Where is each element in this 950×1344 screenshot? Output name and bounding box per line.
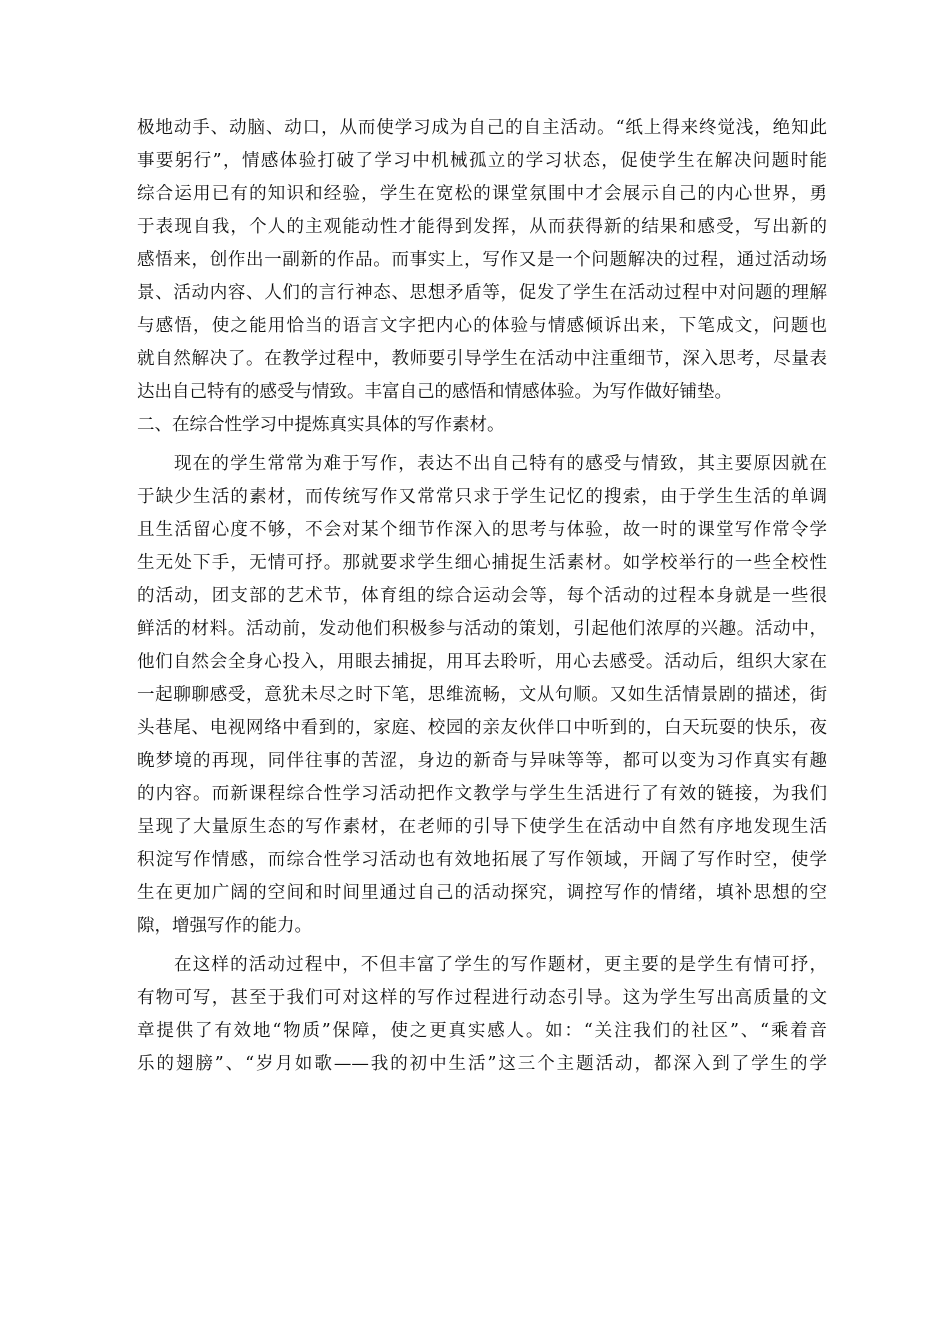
text-line: 鲜活的材料。活动前，发动他们积极参与活动的策划，引起他们浓厚的兴趣。活动中， [137, 619, 827, 639]
text-line: 一起聊聊感受，意犹未尽之时下笔，思维流畅，文从句顺。又如生活情景剧的描述，街 [137, 685, 827, 705]
text-line: 于表现自我，个人的主观能动性才能得到发挥，从而获得新的结果和感受，写出新的 [137, 217, 827, 237]
text-line: 综合运用已有的知识和经验，学生在宽松的课堂氛围中才会展示自己的内心世界，勇 [137, 184, 827, 204]
text-line: 现在的学生常常为难于写作，表达不出自己特有的感受与情致，其主要原因就在 [174, 454, 827, 474]
text-line: 且生活留心度不够，不会对某个细节作深入的思考与体验，故一时的课堂写作常令学 [137, 520, 827, 540]
document-page [137, 112, 827, 1081]
paragraph-material [137, 448, 827, 943]
text-line: 头巷尾、电视网络中看到的，家庭、校园的亲友伙伴口中听到的，白天玩耍的快乐，夜 [137, 718, 827, 738]
paragraph-continuation [137, 112, 827, 409]
text-line: 感悟来，创作出一副新的作品。而事实上，写作又是一个问题解决的过程，通过活动场 [137, 250, 827, 270]
text-line: 章提供了有效地“物质”保障，使之更真实感人。如：“关注我们的社区”、“乘着音 [137, 1021, 827, 1041]
section-heading [137, 409, 827, 442]
heading-text: 二、在综合性学习中提炼真实具体的写作素材。 [137, 415, 505, 435]
text-line: 的活动，团支部的艺术节，体育组的综合运动会等，每个活动的过程本身就是一些很 [137, 586, 827, 606]
text-line: 景、活动内容、人们的言行神态、思想矛盾等，促发了学生在活动过程中对问题的理解 [137, 283, 827, 303]
text-line: 呈现了大量原生态的写作素材，在老师的引导下使学生在活动中自然有序地发现生活 [137, 817, 827, 837]
paragraph-activity [137, 949, 827, 1081]
text-line: 与感悟，使之能用恰当的语言文字把内心的体验与情感倾诉出来，下笔成文，问题也 [137, 316, 827, 336]
text-line: 极地动手、动脑、动口，从而使学习成为自己的自主活动。“纸上得来终觉浅，绝知此 [137, 118, 827, 138]
text-line: 乐的翅膀”、“岁月如歌——我的初中生活”这三个主题活动，都深入到了学生的学 [137, 1054, 827, 1074]
text-line: 隙，增强写作的能力。 [137, 916, 312, 936]
text-line: 在这样的活动过程中，不但丰富了学生的写作题材，更主要的是学生有情可抒， [174, 955, 827, 975]
text-line: 有物可写，甚至于我们可对这样的写作过程进行动态引导。这为学生写出高质量的文 [137, 988, 827, 1008]
text-line: 晚梦境的再现，同伴往事的苦涩，身边的新奇与异味等等，都可以变为习作真实有趣 [137, 751, 827, 771]
text-line: 生无处下手，无情可抒。那就要求学生细心捕捉生活素材。如学校举行的一些全校性 [137, 553, 827, 573]
text-line: 就自然解决了。在教学过程中，教师要引导学生在活动中注重细节，深入思考，尽量表 [137, 349, 827, 369]
text-line: 达出自己特有的感受与情致。丰富自己的感悟和情感体验。为写作做好铺垫。 [137, 382, 732, 402]
text-line: 的内容。而新课程综合性学习活动把作文教学与学生生活进行了有效的链接，为我们 [137, 784, 827, 804]
text-line: 于缺少生活的素材，而传统写作又常常只求于学生记忆的搜索，由于学生生活的单调 [137, 487, 827, 507]
text-line: 积淀写作情感，而综合性学习活动也有效地拓展了写作领域，开阔了写作时空，使学 [137, 850, 827, 870]
text-line: 生在更加广阔的空间和时间里通过自己的活动探究，调控写作的情绪，填补思想的空 [137, 883, 827, 903]
text-line: 他们自然会全身心投入，用眼去捕捉，用耳去聆听，用心去感受。活动后，组织大家在 [137, 652, 827, 672]
text-line: 事要躬行”，情感体验打破了学习中机械孤立的学习状态，促使学生在解决问题时能 [137, 151, 827, 171]
